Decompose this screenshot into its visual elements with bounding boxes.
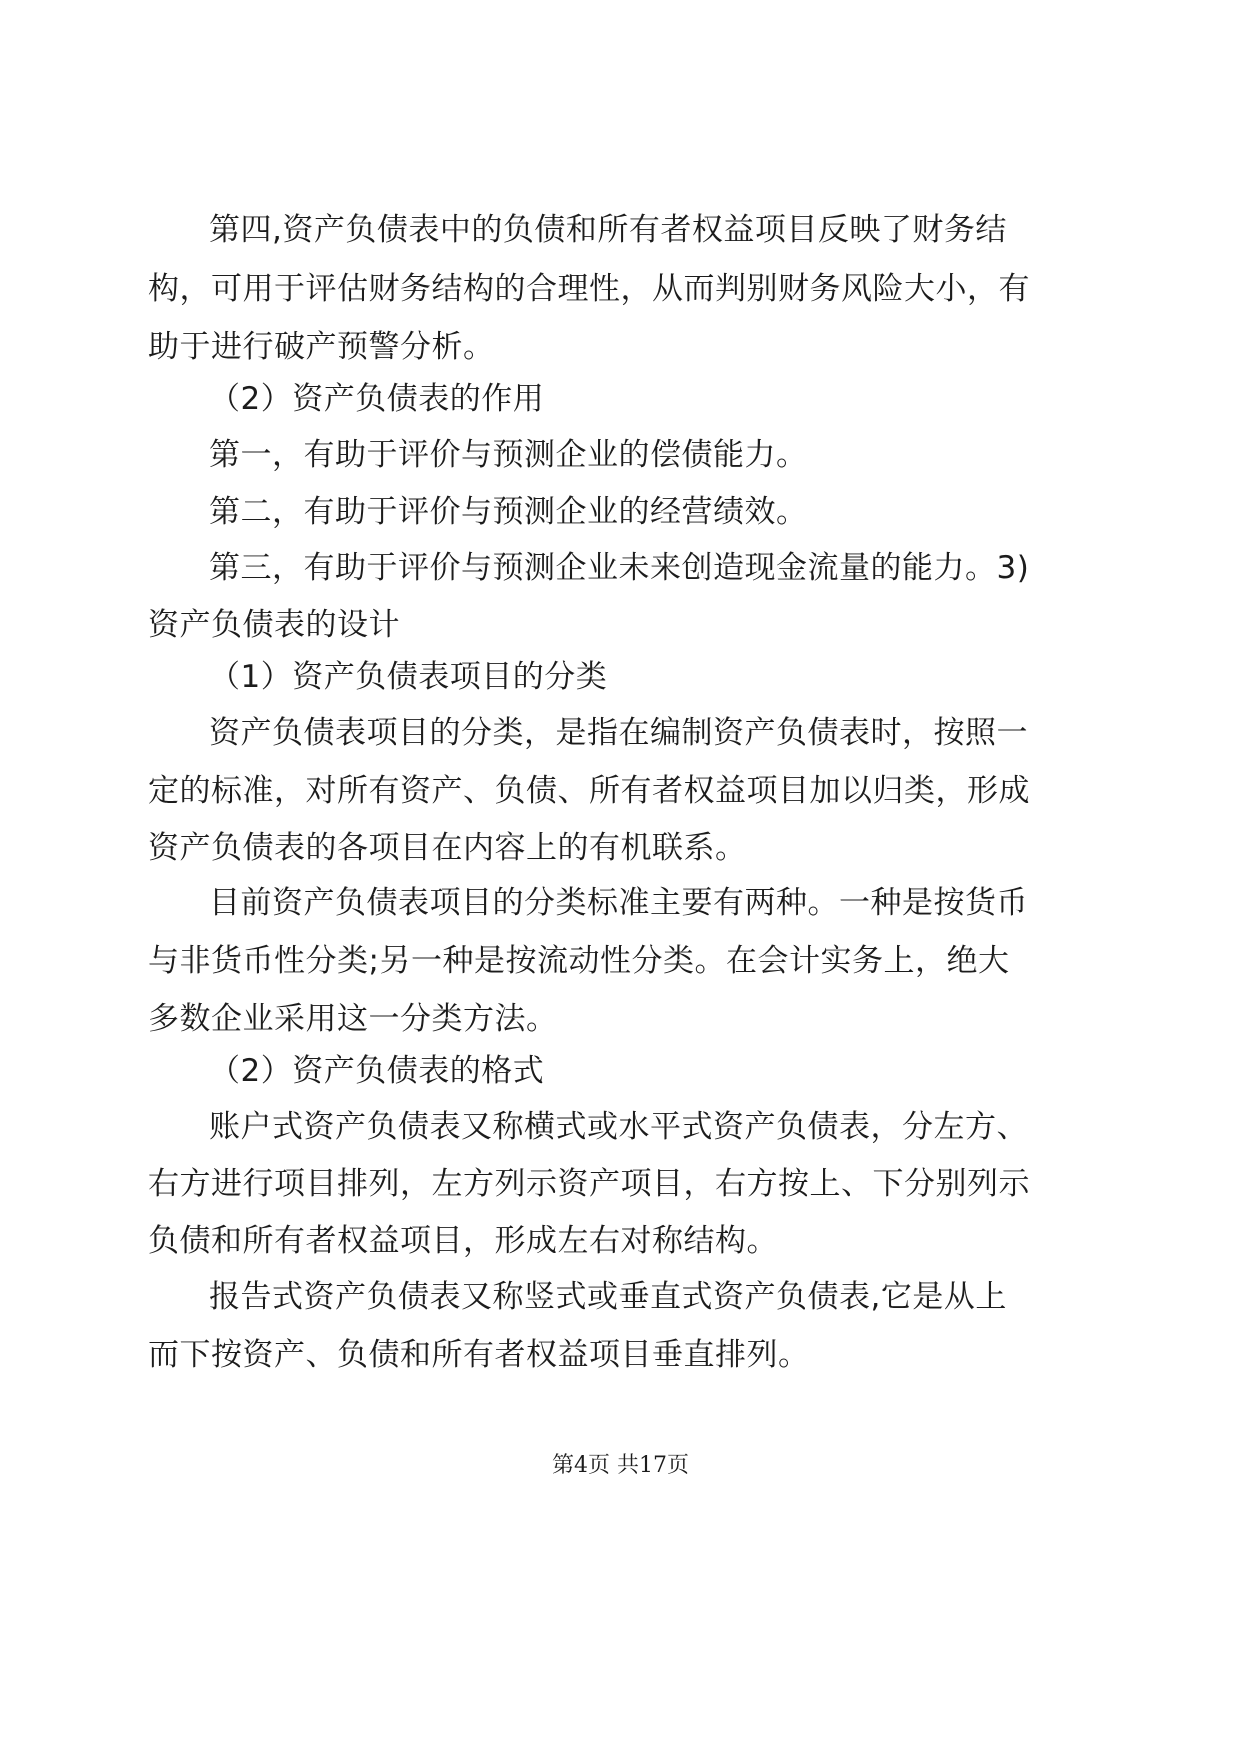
section-heading: （2）资产负债表的作用: [209, 381, 545, 417]
text-line-19: 负债和所有者权益项目，形成左右对称结构。: [148, 1223, 778, 1259]
section-heading: （2）资产负债表的格式: [209, 1053, 545, 1089]
text-line-5: 第一，有助于评价与预测企业的偿债能力。: [209, 437, 808, 473]
text-line-18: 右方进行项目排列，左方列示资产项目，右方按上、下分别列示: [148, 1166, 1030, 1202]
text-line-7: 第三，有助于评价与预测企业未来创造现金流量的能力。3): [209, 550, 1030, 586]
text-line-20: 报告式资产负债表又称竖式或垂直式资产负债表,它是从上: [209, 1279, 1007, 1315]
text-line-3: 助于进行破产预警分析。: [148, 329, 495, 365]
page-number-footer: 第4页 共17页: [552, 1453, 689, 1478]
text-line-10: 资产负债表项目的分类，是指在编制资产负债表时，按照一: [209, 715, 1028, 751]
text-line-13: 目前资产负债表项目的分类标准主要有两种。一种是按货币: [209, 885, 1028, 921]
text-line-14: 与非货币性分类;另一种是按流动性分类。在会计实务上，绝大: [148, 943, 1010, 979]
text-line-15: 多数企业采用这一分类方法。: [148, 1001, 558, 1037]
text-line-17: 账户式资产负债表又称横式或水平式资产负债表，分左方、: [209, 1109, 1028, 1145]
text-line-12: 资产负债表的各项目在内容上的有机联系。: [148, 830, 747, 866]
text-line-21: 而下按资产、负债和所有者权益项目垂直排列。: [148, 1337, 810, 1373]
text-line-6: 第二，有助于评价与预测企业的经营绩效。: [209, 494, 808, 530]
text-line-1: 第四,资产负债表中的负债和所有者权益项目反映了财务结: [209, 212, 1007, 248]
text-line-2: 构，可用于评估财务结构的合理性，从而判别财务风险大小，有: [148, 271, 1030, 307]
section-heading: （1）资产负债表项目的分类: [209, 659, 608, 695]
text-line-8: 资产负债表的设计: [148, 607, 400, 643]
text-line-11: 定的标准，对所有资产、负债、所有者权益项目加以归类，形成: [148, 773, 1030, 809]
